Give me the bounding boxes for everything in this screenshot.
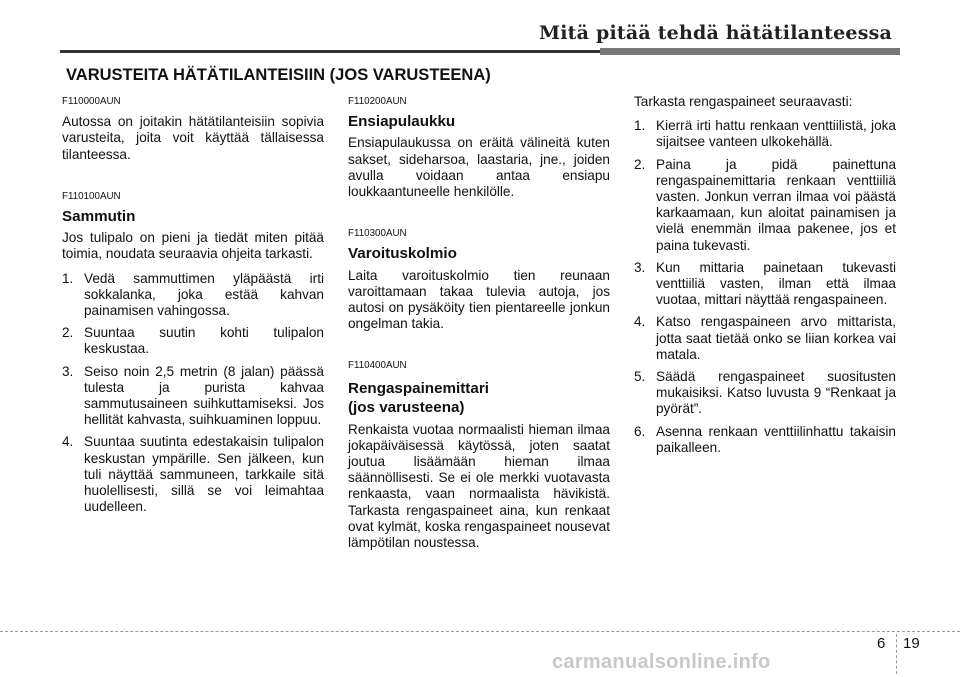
reference-code: F110400AUN bbox=[348, 360, 407, 372]
first-aid-paragraph: Ensiapulaukussa on eräitä välineitä kuten sakset, sideharsoa, laastaria, jne., joiden avulla voidaan antaa ensiapu loukkaantuneelle henkilölle. bbox=[348, 135, 610, 200]
gauge-heading bbox=[348, 379, 610, 417]
step-text: Asenna renkaan venttiilinhattu takaisin paikalleen. bbox=[656, 423, 896, 455]
step-number: 2. bbox=[62, 325, 74, 341]
section-number: 6 bbox=[877, 635, 886, 652]
step-text: Katso rengaspaineen arvo mittarista, jotta saat tietää onko se liian korkea vai matala. bbox=[656, 314, 896, 362]
list-item bbox=[634, 424, 896, 456]
step-text: Vedä sammuttimen yläpäästä irti sokkalanka, joka estää kahvan painamisen vahingossa. bbox=[84, 270, 324, 319]
column-3 bbox=[634, 94, 896, 462]
extinguisher-paragraph: Jos tulipalo on pieni ja tiedät miten pitää toimia, noudata seuraavia ohjeita tarkasti. bbox=[62, 230, 324, 262]
step-number: 5. bbox=[634, 369, 646, 385]
list-item bbox=[634, 118, 896, 150]
step-number: 4. bbox=[62, 434, 74, 450]
triangle-heading: Varoituskolmio bbox=[348, 245, 457, 263]
reference-code: F110300AUN bbox=[348, 228, 407, 240]
extinguisher-steps bbox=[62, 271, 324, 516]
list-item bbox=[62, 434, 324, 515]
column-1 bbox=[62, 94, 324, 521]
intro-paragraph: Autossa on joitakin hätätilanteisiin sopivia varusteita, joita voit käyttää tällaisessa tilanteessa. bbox=[62, 114, 324, 162]
reference-code: F110100AUN bbox=[62, 190, 121, 202]
section-title: VARUSTEITA HÄTÄTILANTEISIIN (JOS VARUSTEENA) bbox=[66, 66, 491, 84]
header-title: Mitä pitää tehdä hätätilanteessa bbox=[539, 22, 892, 44]
triangle-paragraph: Laita varoituskolmio tien reunaan varoittamaan takaa tulevia autoja, jos autosi on pysäköity tien pientareelle jonkun ongelman takia. bbox=[348, 267, 610, 332]
extinguisher-heading: Sammutin bbox=[62, 208, 136, 226]
step-text: Seiso noin 2,5 metrin (8 jalan) päässä tulesta ja purista kahvaa sammutusaineen suihkuttamiseksi. Jos hellität kahvasta, suihkuaminen loppuu. bbox=[84, 363, 324, 428]
step-text: Paina ja pidä painettuna rengaspainemittaria renkaan venttiiliä vasten. Jonkun verran ilmaa voi päästä karkaamaan, kun aloitat painamisen ja vielä enemmän ilmaa pakenee, jos et paina tukevasti. bbox=[656, 156, 896, 253]
column-2 bbox=[348, 94, 610, 559]
tire-check-intro: Tarkasta rengaspaineet seuraavasti: bbox=[634, 94, 853, 109]
first-aid-heading: Ensiapulaukku bbox=[348, 113, 456, 131]
list-item bbox=[634, 369, 896, 418]
step-number: 6. bbox=[634, 423, 646, 439]
header-tab-bar bbox=[600, 48, 900, 55]
list-item bbox=[634, 314, 896, 363]
step-text: Kierrä irti hattu renkaan venttiilistä, joka sijaitsee vanteen ulkokehällä. bbox=[656, 118, 896, 150]
step-text: Säädä rengaspaineet suositusten mukaisiksi. Katso luvusta 9 “Renkaat ja pyörät”. bbox=[656, 369, 896, 417]
list-item bbox=[62, 325, 324, 357]
watermark: carmanualsonline.info bbox=[552, 651, 771, 673]
list-item bbox=[62, 364, 324, 429]
step-number: 2. bbox=[634, 156, 646, 172]
footer-separator bbox=[896, 634, 897, 674]
step-number: 3. bbox=[634, 259, 646, 275]
step-text: Suuntaa suutin kohti tulipalon keskustaa. bbox=[84, 325, 324, 357]
step-text: Kun mittaria painetaan tukevasti venttiiliä vasten, ilman että ilmaa vuotaa, mittari näyttää rengaspaineen. bbox=[656, 259, 896, 308]
step-number: 4. bbox=[634, 314, 646, 330]
step-number: 3. bbox=[62, 363, 74, 379]
step-number: 1. bbox=[634, 118, 646, 134]
reference-code: F110000AUN bbox=[62, 96, 121, 107]
gauge-paragraph: Renkaista vuotaa normaalisti hieman ilmaa jokapäiväisessä käytössä, joten saatat joutua lisäämään hieman ilmaa säännöllisesti. Se ei ole merkki vuotavasta renkaasta, vaan normaalista hävikistä. Tarkasta rengaspaineet aina, kun renkaat ovat kylmät, koska rengaspaineet nousevat lämpötilan noustessa. bbox=[348, 421, 610, 551]
list-item bbox=[634, 157, 896, 254]
tire-check-steps bbox=[634, 118, 896, 456]
list-item bbox=[62, 271, 324, 320]
list-item bbox=[634, 260, 896, 309]
gauge-heading-line: Rengaspainemittari bbox=[348, 379, 489, 397]
step-number: 1. bbox=[62, 270, 74, 286]
footer-rule bbox=[0, 631, 960, 632]
reference-code: F110200AUN bbox=[348, 96, 407, 107]
page-number: 19 bbox=[903, 635, 920, 652]
gauge-heading-line: (jos varusteena) bbox=[348, 398, 465, 416]
step-text: Suuntaa suutinta edestakaisin tulipalon keskustan ympärille. Sen jälkeen, kun tuli näyttää sammuneen, tarkkaile sitä huolellisesti, sillä se voi leimahtaa uudelleen. bbox=[84, 434, 324, 515]
